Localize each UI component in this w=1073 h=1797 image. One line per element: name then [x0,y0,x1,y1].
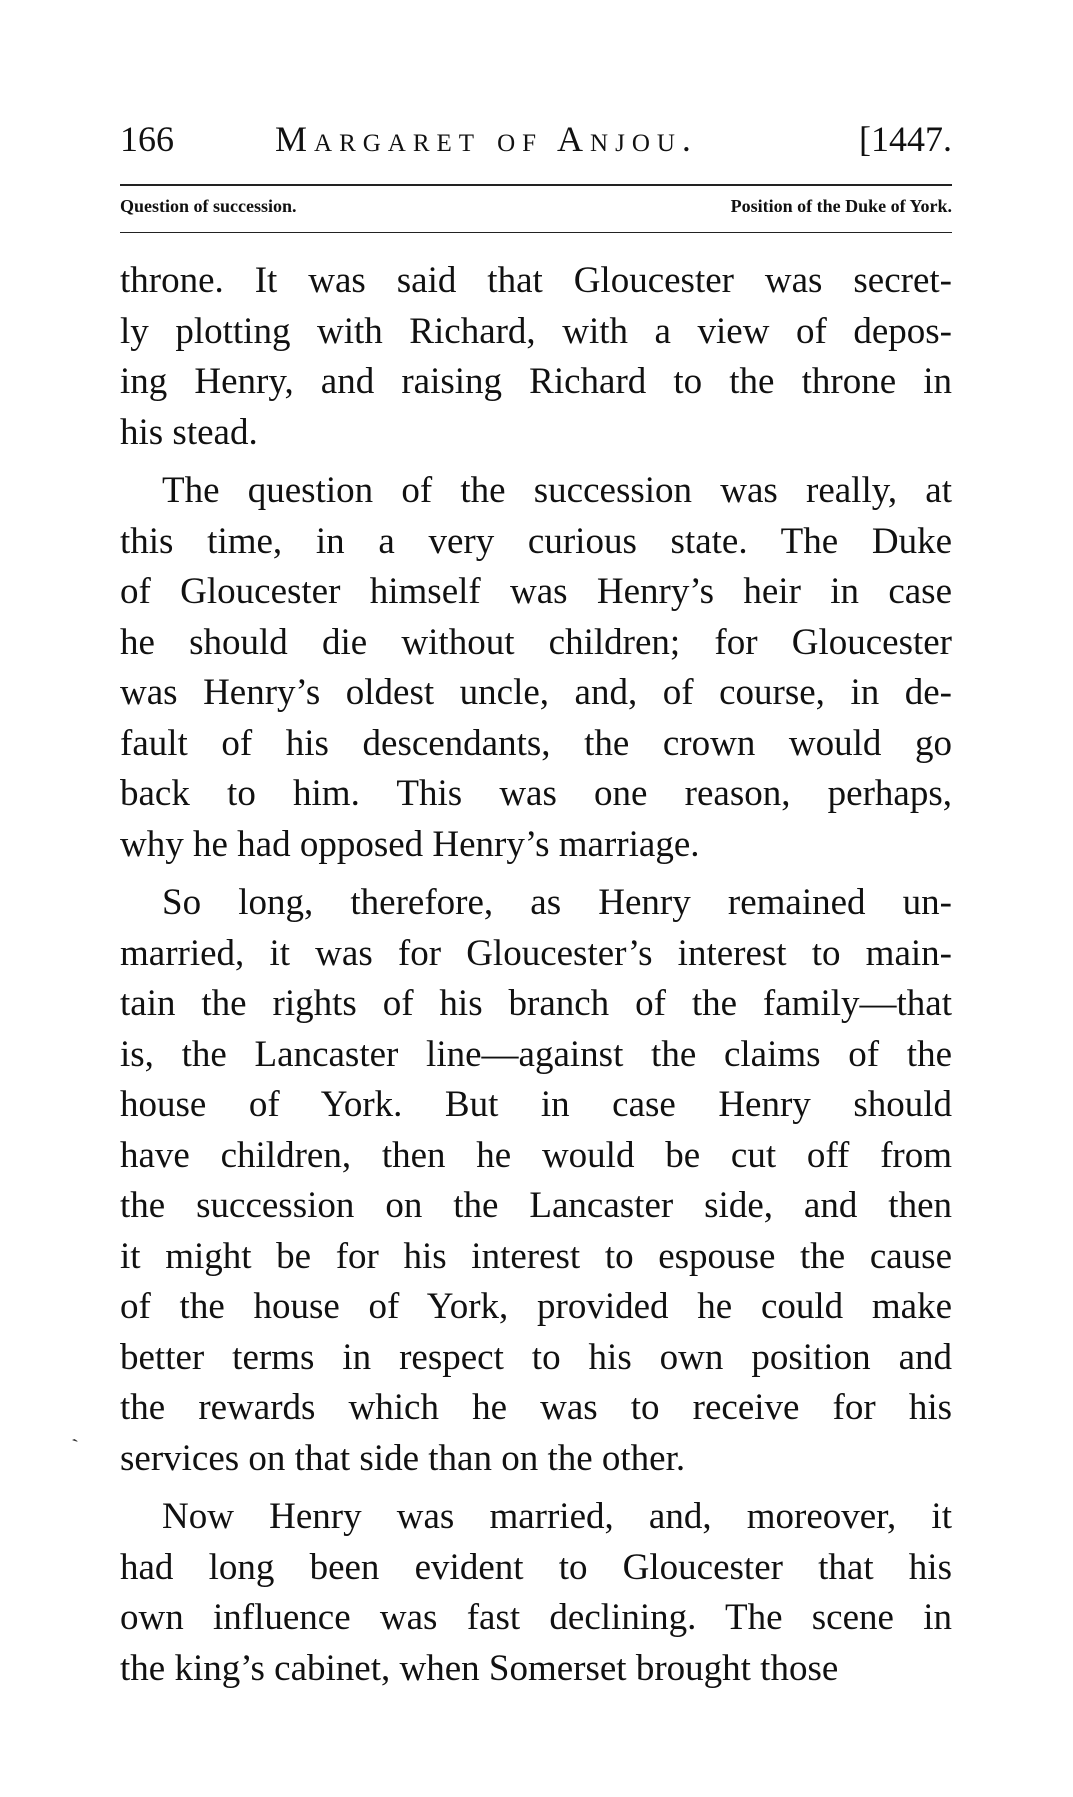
text-line: why he had opposed Henry’s marriage. [120,823,700,865]
page-number: 166 [120,119,174,159]
sidenote-right: Position of the Duke of York. [730,196,952,216]
text-line: married, it was for Gloucester’s interest to main- [120,932,952,974]
text-line: was Henry’s oldest uncle, and, of course, in de- [120,672,952,713]
book-title: Margaret of Anjou. [275,119,698,159]
text-line: of Gloucester himself was Henry’s heir in case [120,571,952,612]
text-line: of the house of York, provided he could make [120,1286,952,1327]
text-line: tain the rights of his branch of the family—that [120,983,952,1024]
paragraph [120,256,952,458]
paragraph [120,1492,952,1694]
text-line: back to him. This was one reason, perhaps, [120,773,952,814]
text-line: throne. It was said that Gloucester was secret- [120,260,952,301]
text-line: house of York. But in case Henry should [120,1084,952,1125]
text-line: the rewards which he was to receive for his [120,1387,952,1428]
text-line: services on that side than on the other. [120,1437,686,1479]
text-line: the king’s cabinet, when Somerset brought those [120,1647,839,1689]
running-head [120,118,952,168]
paragraph [120,878,952,1484]
text-line: have children, then he would be cut off from [120,1134,952,1176]
margin-mark: ˏ [63,1417,80,1444]
text-line: the succession on the Lancaster side, and then [120,1185,952,1226]
text-line: ly plotting with Richard, with a view of depos- [120,310,952,352]
text-line: this time, in a very curious state. The Duke [120,520,952,562]
text-line: ing Henry, and raising Richard to the throne in [120,361,952,402]
paragraph [120,466,952,870]
text-line: Now Henry was married, and, moreover, it [162,1496,952,1537]
text-line: The question of the succession was really, at [162,470,952,511]
header-rule [120,184,952,186]
body-text [120,256,952,1694]
text-line: he should die without children; for Gloucester [120,621,952,663]
sidenote-rule [120,232,952,233]
text-line: his stead. [120,411,258,453]
year-marker: [1447. [859,119,952,159]
text-line: had long been evident to Gloucester that his [120,1546,952,1588]
text-line: own influence was fast declining. The scene in [120,1597,952,1638]
sidenote-left: Question of succession. [120,196,297,216]
text-line: better terms in respect to his own position and [120,1336,952,1378]
text-line: it might be for his interest to espouse the cause [120,1235,952,1277]
text-line: fault of his descendants, the crown would go [120,722,952,764]
text-line: So long, therefore, as Henry remained un- [162,882,952,923]
text-line: is, the Lancaster line—against the claims of the [120,1033,952,1075]
